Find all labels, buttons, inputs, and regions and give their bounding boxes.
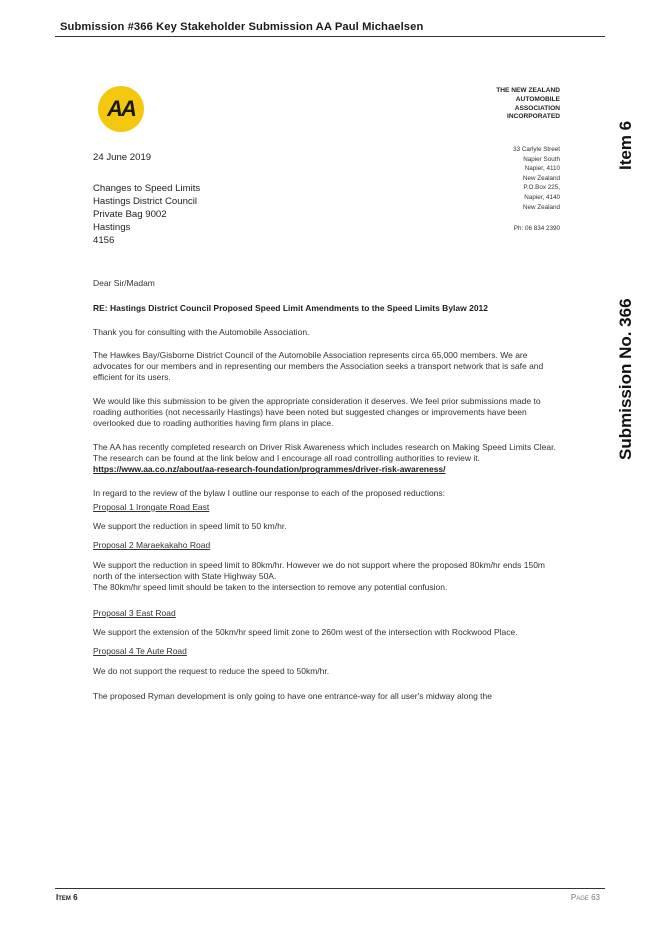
org-address xyxy=(513,145,560,234)
header-rule xyxy=(55,36,605,37)
address-line: Napier South xyxy=(523,155,560,163)
research-link[interactable]: https://www.aa.co.nz/about/aa-research-foundation/programmes/driver-risk-awareness/ xyxy=(93,464,446,475)
recipient-line: Changes to Speed Limits xyxy=(93,183,201,194)
document-header-title: Submission #366 Key Stakeholder Submission AA Paul Michaelsen xyxy=(60,21,424,33)
proposal-3-title: Proposal 3 East Road xyxy=(93,607,176,618)
recipient-line: 4156 xyxy=(93,235,115,246)
proposal-2-text: We support the reduction in speed limit to 80km/hr. However we do not support where the proposed 80km/hr ends 150m north of the intersection with State Highway 50A. xyxy=(93,559,546,582)
footer-page-number: Page 63 xyxy=(570,893,600,902)
footer-rule xyxy=(55,888,605,889)
proposal-2-text-2: The 80km/hr speed limit should be taken to the intersection to remove any potential confusion. xyxy=(93,582,448,593)
address-line: P.O.Box 225, xyxy=(523,184,560,192)
proposal-2-title: Proposal 2 Maraekakaho Road xyxy=(93,540,211,551)
address-line: Napier, 4110 xyxy=(524,165,560,173)
paragraph: We would like this submission to be given the appropriate consideration it deserves. We feel prior submissions made to roading authorities (not necessarily Hastings) have been noted but suggested changes or improvements have been overlooked due to roading authorities having firm plans in place. xyxy=(93,395,541,429)
aa-logo-text: AA xyxy=(107,96,135,121)
recipient-address xyxy=(93,182,200,247)
org-name xyxy=(496,87,560,122)
letter-date: 24 June 2019 xyxy=(93,152,152,163)
address-line: New Zealand xyxy=(522,203,560,211)
org-name-line: AUTOMOBILE xyxy=(515,95,560,103)
org-name-line: ASSOCIATION xyxy=(514,104,560,112)
phone-number: Ph: 06 834 2390 xyxy=(513,225,560,233)
salutation: Dear Sir/Madam xyxy=(93,278,155,288)
address-line: Napier, 4140 xyxy=(524,193,560,201)
proposal-4-title: Proposal 4 Te Aute Road xyxy=(93,646,187,657)
letter-body xyxy=(93,278,563,702)
aa-logo xyxy=(98,86,144,132)
proposal-3-text: We support the extension of the 50km/hr speed limit zone to 260m west of the intersection with Rockwood Place. xyxy=(93,626,518,637)
recipient-line: Hastings xyxy=(93,222,131,233)
side-label-submission: Submission No. 366 xyxy=(616,298,635,460)
recipient-line: Hastings District Council xyxy=(93,196,197,207)
paragraph: The proposed Ryman development is only going to have one entrance-way for all user's midway along the xyxy=(93,690,492,701)
proposal-4-text: We do not support the request to reduce the speed to 50km/hr. xyxy=(93,665,330,676)
footer-item-label: Item 6 xyxy=(56,893,78,902)
recipient-line: Private Bag 9002 xyxy=(93,209,167,220)
paragraph: The AA has recently completed research on Driver Risk Awareness which includes research on Making Speed Limits Clear. The research can be found at the link below and I encourage all road controlling authorities to review it. xyxy=(93,441,556,463)
org-name-line: INCORPORATED xyxy=(507,113,560,121)
paragraph: Thank you for consulting with the Automobile Association. xyxy=(93,326,310,337)
subject-line: RE: Hastings District Council Proposed Speed Limit Amendments to the Speed Limits Bylaw 2012 xyxy=(93,303,489,314)
address-line: 33 Carlyle Street xyxy=(513,146,560,153)
address-line: New Zealand xyxy=(522,174,560,182)
side-label-item: Item 6 xyxy=(616,120,635,170)
proposal-1-title: Proposal 1 Irongate Road East xyxy=(93,501,210,512)
paragraph: In regard to the review of the bylaw I outline our response to each of the proposed reductions: xyxy=(93,487,446,498)
paragraph: The Hawkes Bay/Gisborne District Council of the Automobile Association represents circa 65,000 members. We are advocates for our members and in representing our members the Association seeks a transport network that is safe and efficient for its users. xyxy=(93,349,544,383)
proposal-1-text: We support the reduction in speed limit to 50 km/hr. xyxy=(93,521,287,532)
org-name-line: THE NEW ZEALAND xyxy=(496,87,560,94)
